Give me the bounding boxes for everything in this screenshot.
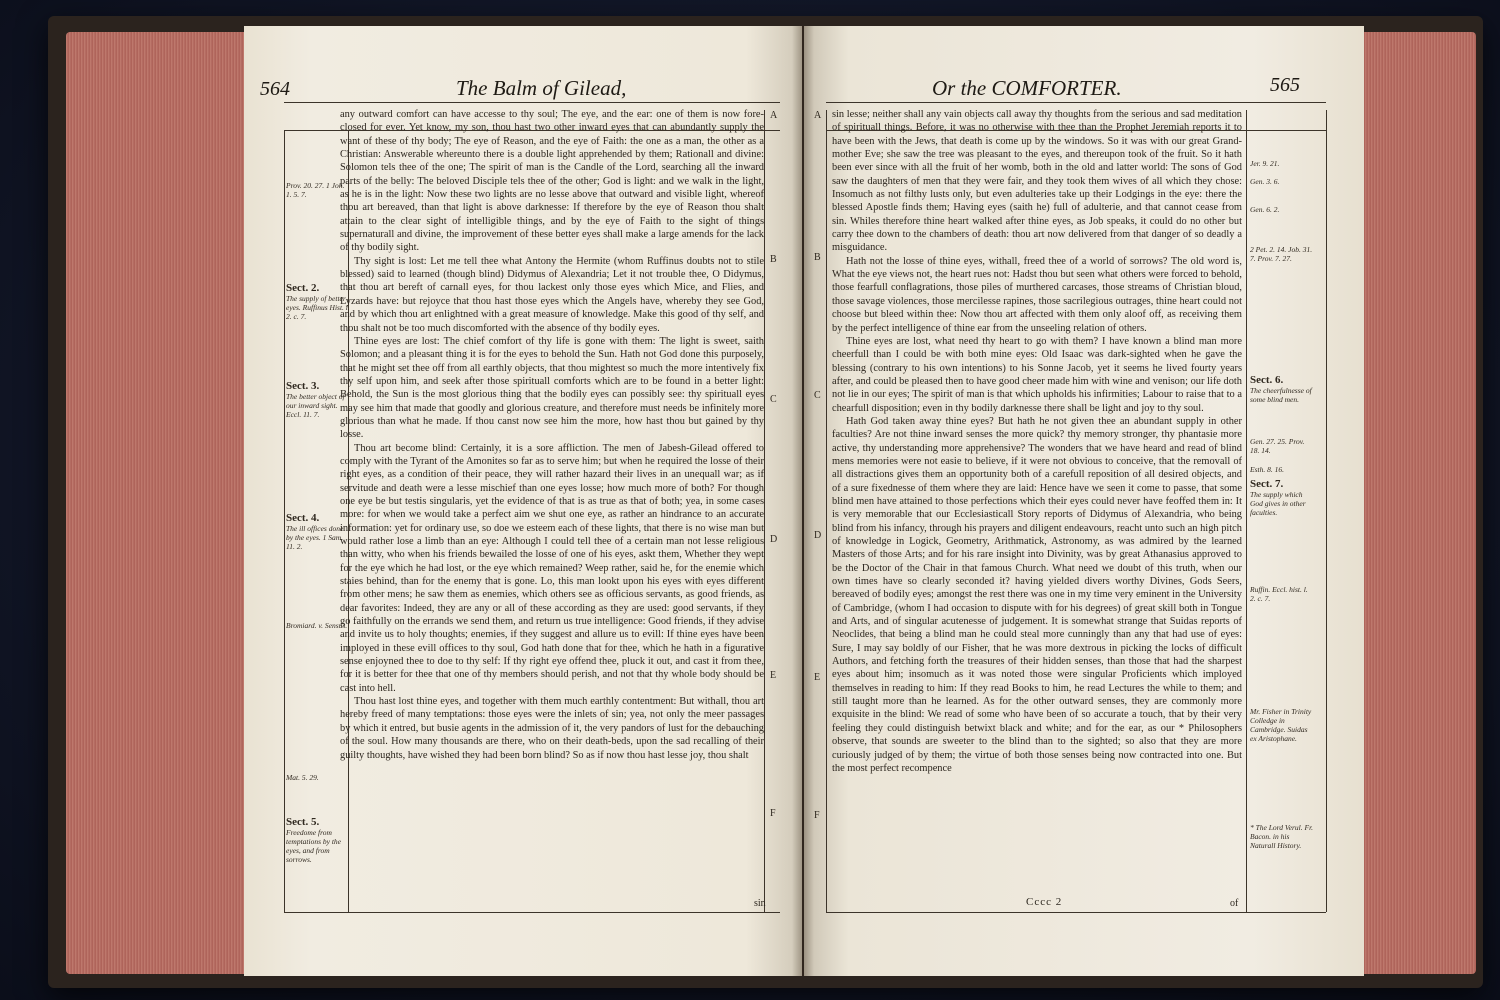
side-note: Sect. 6. The cheerfulnesse of some blind men. [1250, 374, 1312, 404]
paragraph: Thine eyes are lost, what need thy heart to go with them? I have known a blind man more cheerfull than I could be with both mine eyes: Old Isaac was dark-sighted when he gave the blessing (contrary to his own intentions) to his Sonne Jacob, yet it seems he lived fourty years after, and could be pleased then to have good cheer made him with wine and venison; our life doth not lie in our eyes; The spirit of man is that which upholds his infirmities; Labour to raise that to a chearfull disposition; even in thy bodily darknesse there shall be light and joy to thy soul. [832, 335, 1242, 414]
right-page-edges [1362, 32, 1476, 974]
side-note: Sect. 7. The supply which God gives in other faculties. [1250, 478, 1306, 517]
left-running-head: The Balm of Gilead, [456, 76, 627, 100]
side-note: * The Lord Verul. Fr. Bacon. in his Naturall History. [1250, 823, 1314, 850]
side-note: Sect. 4. The ill offices done by the eyes. 1 Sam. 11. 2. [286, 512, 344, 551]
left-head-rule [284, 102, 780, 103]
side-note: Sect. 2. The supply of better eyes. Ruffinus Hist. l. 2. c. 7. [286, 282, 350, 321]
side-note: Mat. 5. 29. [286, 773, 319, 782]
right-catchword: of [1230, 898, 1239, 909]
right-frame-outer [1326, 110, 1327, 912]
side-note: Gen. 6. 2. [1250, 205, 1280, 214]
margin-letter: B [770, 254, 777, 265]
right-page [804, 26, 1364, 976]
margin-letter: B [814, 252, 821, 263]
left-frame-outer [284, 130, 285, 912]
left-frame-bottom [284, 912, 780, 913]
paragraph: sin lesse; neither shall any vain objects call away thy thoughts from the serious and sad meditation of spirituall things. Before, it was no otherwise with thee than the Prophet Jeremiah reports it to have been with the Jews, that death is come up by the windows. So it was with our great Grand-mother Eve; she saw the tree was pleasant to the eyes, and thereupon took of the fruit. So it hath been ever since with all the fruit of her womb, both in the old and latter world: The sons of God saw the daughters of men that they were fair, and they took them wives of all which they chose: Insomuch as not filthy lusts only, but even adulteries take up their Lodgings in the eye: there the blessed Apostle finds them; Having eyes (saith he) full of adulterie, and that cannot cease from sin. Whiles therefore thine heart walked after thine eyes, as Job speaks, it could do no other but carry thee down to the chambers of death: thou art now delivered from that danger of so deadly a misguidance. [832, 109, 1242, 254]
signature-mark: Cccc 2 [1026, 896, 1063, 908]
right-head-rule [826, 102, 1326, 103]
margin-letter: F [814, 810, 820, 821]
side-note: Esth. 8. 16. [1250, 465, 1284, 474]
paragraph: Hath not the losse of thine eyes, withall, freed thee of a world of sorrows? The old word is, What the eye views not, the heart rues not: Hadst thou but seen what others were forced to behold, those fearfull conflagrations, those piles of murthered carcases, those streams of Christian bloud, those savage violences, those mercilesse rapines, those sacrilegious outrages, thine heart could not choose but bleed within thee: Now thou art affected with them only aloof off, as receiving them by the perfect intelligence of thine ear from the unseeling relation of others. [832, 255, 1242, 334]
book-gutter [792, 26, 814, 976]
margin-letter: D [814, 530, 822, 541]
side-note: Mr. Fisher in Trinity Colledge in Cambridge. Suidas ex Aristophane. [1250, 707, 1312, 743]
left-catchword: sin [754, 898, 766, 909]
paragraph: Thou art become blind: Certainly, it is a sore affliction. The men of Jabesh-Gilead offered to comply with the Tyrant of the Amonites so far as to serve him; but when he required the losse of their right eyes, as a condition of their peace, they will rather hazard their lives in an unequall war; as if servitude and death were a lesse mischief than one eyes losse; how much more of both? For though one eye be but testis singularis, yet the evidence of that is as true as that of both; yea, in some cases more: for when we would take a perfect aim we shut one eye, as rather an hindrance to an accurate information: yet for ordinary use, so doe we esteem each of these lights, that there is no wise man but would rather lose a limb than an eye: Although I could tell thee of a certain man not lesse religious than witty, who when his friends bewailed the losse of one of his eyes, askt them, Whether they wept for the eye which he had lost, or the eye which remained? Weep rather, said he, for the enemie which staies behind, than for the enemy that is gone. Lo, this man lookt upon his eyes with eyes different from other mens; he saw them as enemies, which others see as officious servants, as good friends, as dear favorites: Indeed, they are any or all of these according as they are used: good servants, if they go faithfully on the errands we send them, and return us true intelligence: Good friends, if they advise and invite us to holy thoughts; enemies, if they suggest and allure us to evill: If thine eyes have been imployed in these evill offices to thy soul, God hath done that for thee, which he hath in a figurative sense enjoyned thee to doe to thy self: If thy right eye offend thee, pluck it out, and cast it from thee, for it is better for thee that one of thy members should perish, and not that thy whole body should be cast into hell. [340, 442, 764, 694]
left-text-block [340, 108, 764, 898]
side-note: Ruffin. Eccl. hist. l. 2. c. 7. [1250, 585, 1308, 603]
left-page-edges [66, 32, 248, 974]
paragraph: any outward comfort can have accesse to thy soul; The eye, and the ear: one of them is now fore-closed for ever. Yet know, my son, thou hast two other inward eyes that can abundantly supply the want of these of thy body; The eye of Reason, and the eye of Faith: the one as a man, the other as a Christian: Answerable whereunto there is a double light apprehended by them; Rationall and divine: Solomon tels thee of the one; The spirit of man is the Candle of the Lord, searching all the inward parts of the belly: The beloved Disciple tels thee of the other; God is light: and we walk in the light, as he is in the light: Now these two lights are no lesse above that outward and visible light, whereof thou art bereaved, than that light is above darknesse: If therefore by the eye of Reason thou shalt attain to the clear sight of intelligible things, and by the eye of Faith to the sight of things supernaturall and divine, the improvement of these better eyes shall make a large amends for the lack of thy bodily sight. [340, 109, 764, 254]
left-page-number: 564 [260, 78, 290, 100]
right-page-number: 565 [1270, 74, 1300, 96]
side-note: Gen. 3. 6. [1250, 177, 1280, 186]
paragraph: Thou hast lost thine eyes, and together with them much earthly contentment: But withall, thou art hereby freed of many temptations: those eyes were the inlets of sin; yea, not only the meer passages by which it entred, but busie agents in the admission of it, the very pandors of lust for the debauching of the soul. How many thousands are there, who on their death-beds, upon the sad recalling of their guilty thoughts, have wished they had been born blind? So as if now thou hast lesse joy, thou shalt [340, 696, 764, 761]
margin-letter: F [770, 808, 776, 819]
paragraph: Thine eyes are lost: The chief comfort of thy life is gone with them: The light is sweet, saith Solomon; and a pleasant thing it is for the eyes to behold the Sun. Hath not God done this purposely, that he might set thee off from all earthly objects, that thou mightest so much the more intentively fix thy self upon him, and seek after those spirituall comforts which are to be found in a better light: Behold, the Sun is the most glorious thing that the bodily eyes can possibly see: thy spirituall eyes may see him that made that goodly and glorious creature, and therefore must needs be infinitely more glorious than what he made. If thou canst now see him the more, how hast thou but gained by thy losse. [340, 335, 764, 441]
margin-letter: C [770, 394, 777, 405]
side-note: Bromiard. v. Sensus. [286, 621, 348, 630]
paragraph: Thy sight is lost: Let me tell thee what Antony the Hermite (whom Ruffinus doubts not to stile blessed) said to learned (though blind) Didymus of Alexandria; Let it not trouble thee, O Didymus, that thou art bereft of carnall eyes, for thou lackest only those eyes which Mice, and Flies, and Lyzards have: but rejoyce that thou hast those eyes which the Angels have, whereby they see God, and by which thou art enlightned with a great measure of knowledge. Make this good of thy self, and thou shalt not be too much discomforted with the absence of thy bodily eyes. [340, 255, 764, 334]
right-margin-rule [1246, 110, 1247, 912]
margin-letter: D [770, 534, 778, 545]
side-note: Jer. 9. 21. [1250, 159, 1280, 168]
right-running-head: Or the COMFORTER. [932, 76, 1122, 100]
side-note: Sect. 3. The better object of our inward sight. Eccl. 11. 7. [286, 380, 345, 419]
margin-letter: E [770, 670, 777, 681]
left-inner-rule [764, 110, 765, 912]
right-text-block [832, 108, 1242, 898]
paragraph: Hath God taken away thine eyes? But hath he not given thee an abundant supply in other faculties? Are not thine inward senses the more quick? thy memory stronger, thy phantasie more active, thy understanding more apprehensive? The wonders that we have heard and read of blind mens memories were not easie to believe, if it were not obvious to conceive, that the removall of all distractions gives them an opportunity both of a carefull reposition of all desired objects, and of a sure fixednesse of them where they are laid: Hence have we seen it come to passe, that some blind men have attained to those perfections which their eyes could never have feoffed them in: It is very memorable that our Ecclesiasticall Story reports of Didymus of Alexandria, who being blind from his infancy, through his prayers and diligent endeavours, reacht unto such an high pitch of knowledge in Logick, Geometry, Arithmatick, Astronomy, as was admired by the learned Masters of those Arts; and for his rare insight into Divinity, was by great Athanasius approved to be the Doctor of the Chair in that famous Church. What need we doubt of this truth, when our own times have so clearly seconded it? having yielded divers worthy Divines, Gods Seers, bereaved of bodily eyes; amongst the rest there was one in my time very eminent in the University of Cambridge, (whom I had occasion to dispute with for his degrees) of great skill both in Tongue and Arts, and of singular acutenesse of judgement. It is somewhat strange that Suidas reports of Neoclides, that being a blind man he could steal more cunningly than any that had use of eyes: Sure, I may say boldly of our Fisher, that he was more dextrous in picking the locks of difficult Authors, and fetching forth the treasures of their hidden senses, than those that had the sharpest eyes about him; insomuch as it was noted those were singular Proficients which imployed themselves in reading to him: If they read Books to him, he read Lectures the while to them; and still taught more than he learned. As for the other outward senses, they are commonly more exquisite in the blind: We read of some who have been of so accurate a touch, that by their very feeling they could distinguish betwixt black and white; and for the ear, as our * Philosophers observe, that sounds are sweeter to the blind than to the sighted; so also that they are more curiously judged of by them; the virtue of both those senses being now contracted into one. But the most perfect recompence [832, 415, 1242, 774]
side-note: Sect. 5. Freedome from temptations by the eyes, and from sorrows. [286, 816, 341, 864]
right-frame-bottom [826, 912, 1326, 913]
margin-letter: C [814, 390, 821, 401]
side-note: 2 Pet. 2. 14. Job. 31. 7. Prov. 7. 27. [1250, 245, 1313, 263]
margin-letter: A [814, 110, 822, 121]
side-note: Gen. 27. 25. Prov. 18. 14. [1250, 437, 1305, 455]
margin-letter: A [770, 110, 778, 121]
left-page [244, 26, 802, 976]
right-inner-rule [826, 110, 827, 912]
margin-letter: E [814, 672, 821, 683]
side-note: Prov. 20. 27. 1 Joh. 1. 5. 7. [286, 181, 345, 199]
